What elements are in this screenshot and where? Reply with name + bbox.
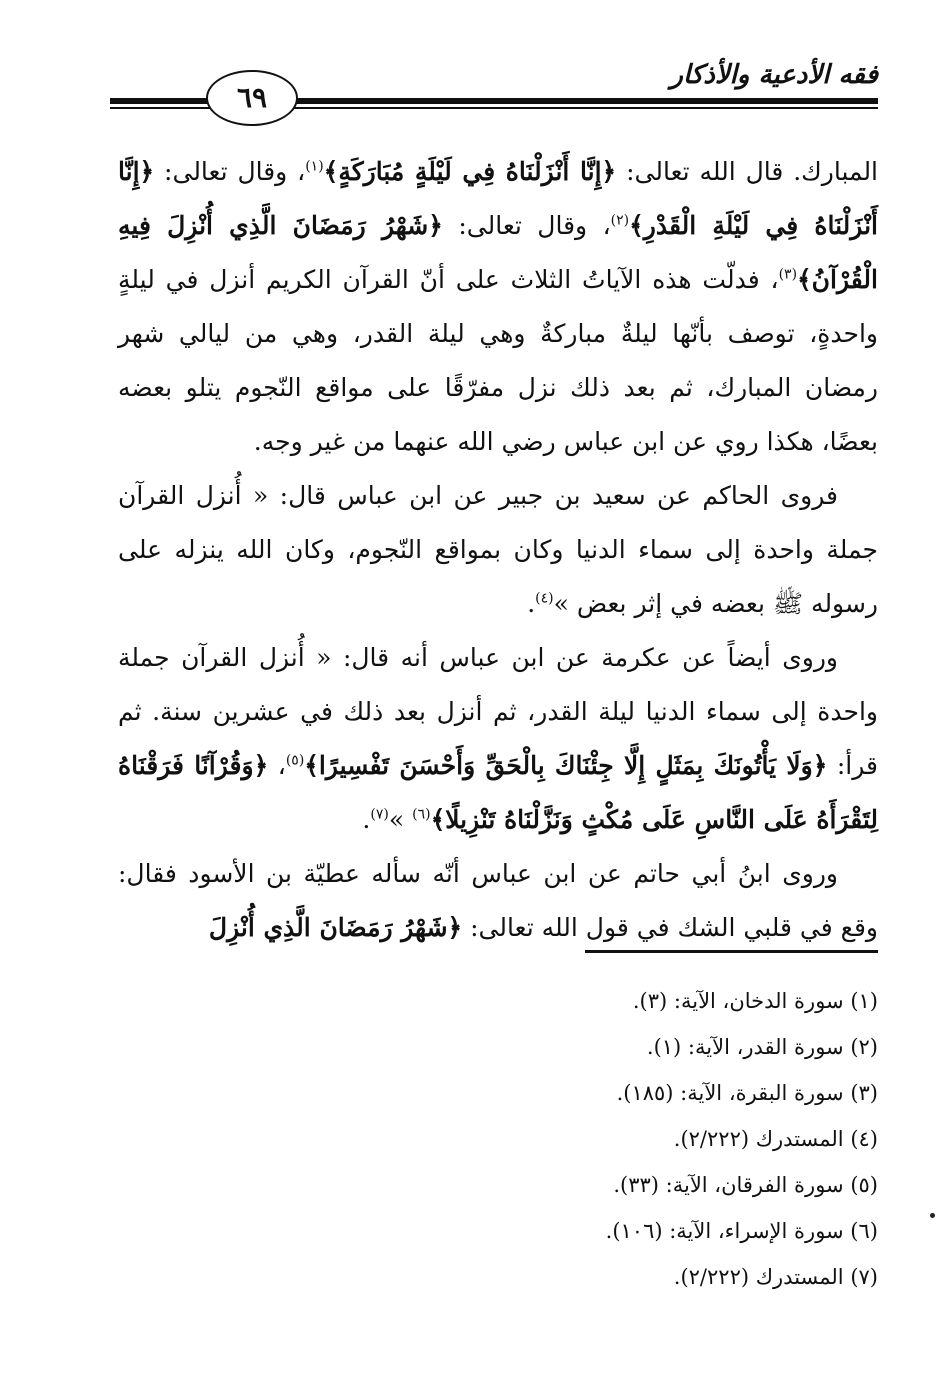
text-run: ، وقال تعالى: [442,211,611,240]
paragraph-2 [118,469,878,631]
footnote-ref: (٤) [535,590,554,607]
text-run: . [527,589,536,618]
footnote-ref: (١) [305,158,324,175]
footnote-item: (٦) سورة الإسراء، الآية: (١٠٦). [605,1219,878,1243]
quran-verse: ﴿شَهْرُ رَمَضَانَ الَّذِي أُنْزِلَ [208,913,463,942]
margin-mark [930,1213,935,1218]
quran-verse: ﴿إِنَّا أَنْزَلْنَاهُ فِي لَيْلَةٍ مُبَارَكَةٍ﴾ [323,157,617,186]
text-run: » [388,805,413,834]
footnote-item: (٤) المستدرك (٢/٢٢٢). [673,1127,878,1151]
footnote-ref: (٦) [412,806,431,823]
quran-verse: ﴿إِنَّا أَنْزَلْنَاهُ فِي لَيْلَةِ الْقَدْرِ﴾ [118,157,878,240]
footnote-separator [585,950,878,953]
paragraph-3 [118,631,878,847]
text-run: وروى أيضاً عن عكرمة عن ابن عباس أنه قال: « أُنزل القرآن جملة واحدة إلى سماء الدنيا ليلة القدر، ثم أنزل بعد ذلك في عشرين سنة. ثم قرأ: [118,643,878,780]
text-run: ، [268,751,286,780]
text-run: ، فدلّت هذه الآياتُ الثلاث على أنّ القرآن الكريم أنزل في ليلةٍ واحدةٍ، توصف بأنّها ليلةٌ مباركةٌ وهي ليلة القدر، وهي من ليالي شهر رمضان المبارك، ثم بعد ذلك نزل مفرّقًا على مواقع النّجوم يتلو بعضه بعضًا، هكذا روي عن ابن عباس رضي الله عنهما من غير وجه. [118,265,878,456]
footnote-item: (٢) سورة القدر، الآية: (١). [646,1035,878,1059]
footnote-item: (٥) سورة الفرقان، الآية: (٣٣). [613,1173,878,1197]
footnote-item: (٣) سورة البقرة، الآية: (١٨٥). [616,1081,878,1105]
text-run: وروى ابنُ أبي حاتم عن ابن عباس أنّه سأله عطيّة بن الأسود فقال: وقع في قلبي الشك في قول الله تعالى: [118,859,878,942]
quran-verse: ﴿وَلَا يَأْتُونَكَ بِمَثَلٍ إِلَّا جِئْنَاكَ بِالْحَقِّ وَأَحْسَنَ تَفْسِيرًا﴾ [304,751,828,780]
quran-verse: ﴿شَهْرُ رَمَضَانَ الَّذِي أُنْزِلَ فِيهِ الْقُرْآنُ﴾ [118,211,878,294]
footnote-item: (٧) المستدرك (٢/٢٢٢). [673,1265,878,1289]
paragraph-4 [118,847,878,955]
footnote-ref: (٥) [285,752,305,769]
footnote-ref: (٣) [778,266,798,283]
paragraph-1 [118,145,878,469]
page-number: ٦٩ [206,70,298,126]
running-title: فقه الأدعية والأذكار [670,60,878,90]
footnotes-list [118,978,878,1300]
footnote-item: (١) سورة الدخان، الآية: (٣). [632,989,878,1013]
text-run: . [362,805,371,834]
quran-verse: ﴿وَقُرْآنًا فَرَقْنَاهُ لِتَقْرَأَهُ عَلَى النَّاسِ عَلَى مُكْثٍ وَنَزَّلْنَاهُ تَنْزِيلًا﴾ [118,751,878,834]
text-run: ، وقال تعالى: [154,157,306,186]
footnote-ref: (٢) [610,212,630,229]
footnote-ref: (٧) [370,806,389,823]
page-header [110,60,878,150]
main-text [118,145,878,955]
text-run: المبارك. قال الله تعالى: [616,157,879,186]
text-run: فروى الحاكم عن سعيد بن جبير عن ابن عباس قال: « أُنزل القرآن جملة واحدة إلى سماء الدنيا وكان بمواقع النّجوم، وكان الله ينزله على رسوله ﷺ بعضه في إثر بعض » [118,481,878,618]
